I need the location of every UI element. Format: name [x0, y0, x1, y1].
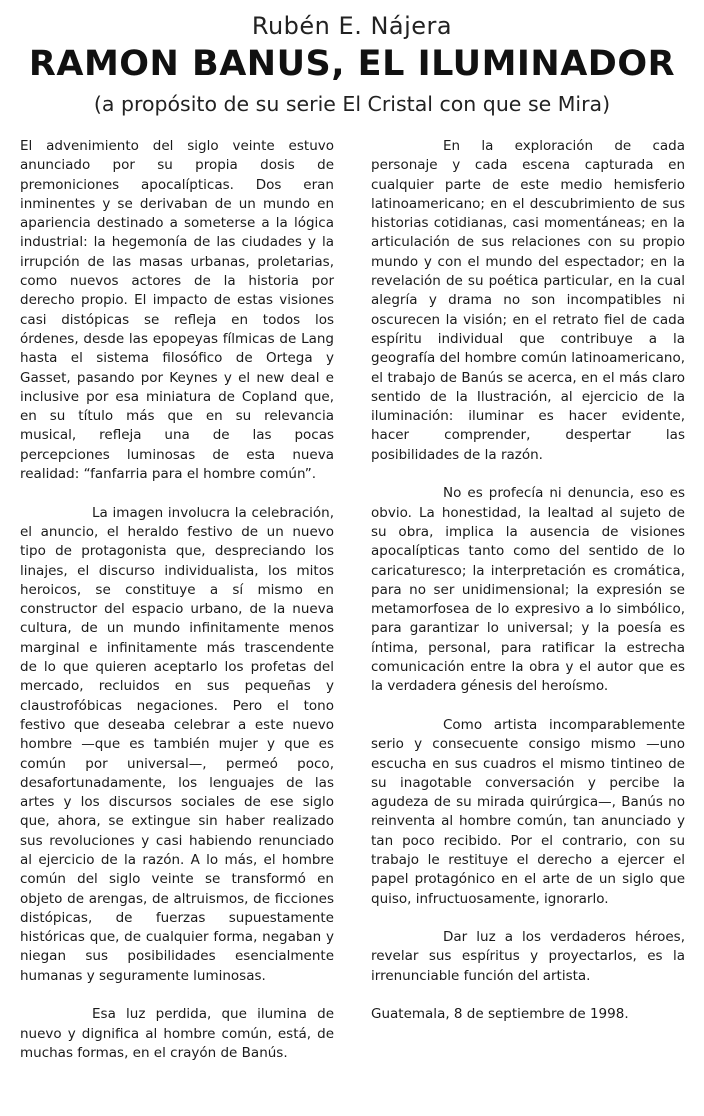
body-paragraph: Como artista incomparablemente serio y consecuente consigo mismo —uno escucha en sus cuadros el mismo tintineo de su inagotable conversación y percibe la agudeza de su mirada quirúrgica—, Banús no reinventa al hombre común, tan anunciado y tan poco recibido. Por el contrario, con su trabajo le restituye el derecho a ejercer el papel protagónico en el arte de un siglo que quiso, infructuosamente, ignorarlo.	[371, 716, 685, 907]
body-paragraph: La imagen involucra la celebración, el anuncio, el heraldo festivo de un nuevo tipo de protagonista que, despreciando los linajes, el discurso individualista, los mitos heroicos, se constituye a sí mismo en constructor del espacio urbano, de la nueva cultura, de un mundo infinitamente menos marginal e infinitamente más trascendente de lo que quieren aceptarlo los profetas del mercado, recluidos en sus pequeñas y claustrofóbicas negaciones. Pero el tono festivo que deseaba celebrar a este nuevo hombre —que es también mujer y que es común por universal—, permeó poco, desafortunadamente, los lenguajes de las artes y los discursos sociales de ese siglo que, ahora, se extingue sin haber realizado sus revoluciones y casi habiendo renunciado al ejercicio de la razón. A lo más, el hombre común del siglo veinte se transformó en objeto de arengas, de altruismos, de ficciones distópicas, de fuerzas supuestamente históricas que, de cualquier forma, negaban y niegan sus posibilidades esencialmente humanas y seguramente luminosas.	[20, 504, 334, 984]
body-paragraph: Esa luz perdida, que ilumina de nuevo y dignifica al hombre común, está, de muchas formas, en el crayón de Banús.	[20, 1006, 334, 1061]
left-column	[20, 137, 334, 1083]
article-title: RAMON BANUS, EL ILUMINADOR	[28, 44, 676, 84]
body-paragraph: Dar luz a los verdaderos héroes, revelar sus espíritus y proyectarlos, es la irrenunciable función del artista.	[371, 929, 685, 984]
body-paragraph: En la exploración de cada personaje y cada escena capturada en cualquier parte de este medio hemisferio latinoamericano; en el descubrimiento de sus historias cotidianas, casi momentáneas; en la articulación de sus relaciones con su propio mundo y con el mundo del espectador; en la revelación de su poética particular, en la cual alegría y drama no son incompatibles ni oscurecen la visión; en el retrato fiel de cada espíritu individual que contribuye a la geografía del hombre común latinoamericano, el trabajo de Banús se acerca, en el más claro sentido de la Ilustración, al ejercicio de la iluminación: iluminar es hacer evidente, hacer comprender, despertar las posibilidades de la razón.	[371, 138, 685, 463]
body-paragraph: No es profecía ni denuncia, eso es obvio. La honestidad, la lealtad al sujeto de su obra, implica la ausencia de visiones apocalípticas tanto como del sentido de lo caricaturesco; la interpretación es cromática, para no ser unidimensional; la expresión se metamorfosea de lo expresivo a lo simbólico, para garantizar lo universal; y la poesía es íntima, personal, para ratificar la estrecha comunicación entre la obra y el autor que es la verdadera génesis del heroísmo.	[371, 485, 685, 695]
place-date-signature: Guatemala, 8 de septiembre de 1998.	[371, 1006, 629, 1023]
article-subtitle: (a propósito de su serie El Cristal con que se Mira)	[93, 92, 611, 116]
body-paragraph: El advenimiento del siglo veinte estuvo anunciado por su propia dosis de premoniciones apocalípticas. Dos eran inminentes y se derivaban de un mundo en apariencia destinado a someterse a la lógica industrial: la hegemonía de las ciudades y la irrupción de las masas urbanas, proletarias, como nuevos actores de la historia por derecho propio. El impacto de estas visiones casi distópicas se refleja en todos los órdenes, desde las epopeyas fílmicas de Lang hasta el sistema filosófico de Ortega y Gasset, pasando por Keynes y el new deal e inclusive por esa miniatura de Copland que, en su título más que en su relevancia musical, refleja una de las pocas percepciones luminosas de esta nueva realidad: “fanfarria para el hombre común”.	[20, 138, 334, 483]
right-column	[371, 137, 685, 1044]
author-name: Rubén E. Nájera	[251, 12, 453, 40]
